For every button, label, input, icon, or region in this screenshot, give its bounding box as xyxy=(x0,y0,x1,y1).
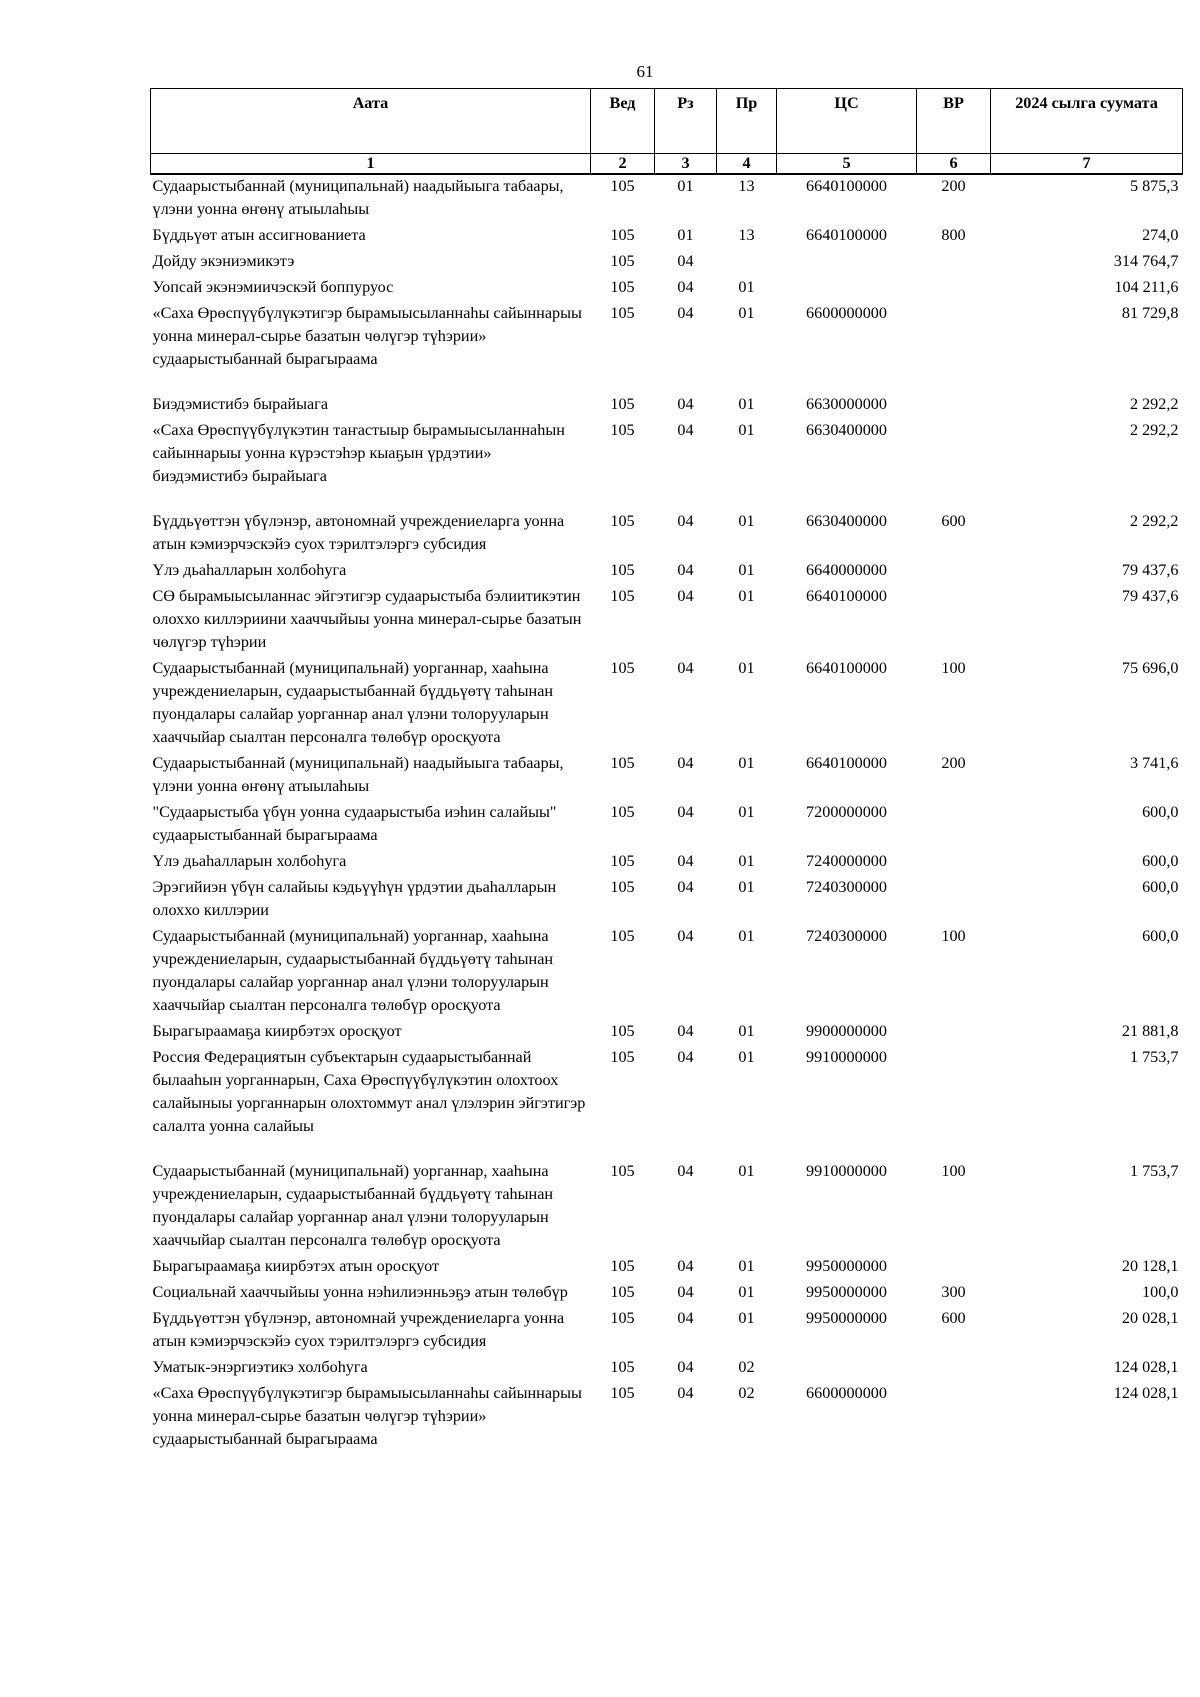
row-name-cell: "Судаарыстыба үбүн уонна судаарыстыба иэһин салайыы" судаарыстыбаннай бырагыраама xyxy=(152,803,557,845)
row-ved-cell: 105 xyxy=(610,226,635,245)
row-vr-cell xyxy=(917,1382,991,1454)
row-amount-cell: 600,0 xyxy=(1142,803,1179,822)
table-row xyxy=(151,1255,1183,1281)
table-row xyxy=(151,419,1183,510)
row-cs-cell: 6630400000 xyxy=(806,421,887,440)
row-rz-cell: 04 xyxy=(677,878,694,897)
row-pr-cell: 01 xyxy=(738,587,755,606)
row-pr-cell: 01 xyxy=(738,561,755,580)
row-amount-cell: 600,0 xyxy=(1142,927,1179,946)
row-ved-cell: 105 xyxy=(610,1048,635,1067)
column-header-cs: ЦС xyxy=(777,89,917,154)
row-cs-cell: 6600000000 xyxy=(806,304,887,323)
table-row xyxy=(151,801,1183,850)
table-row xyxy=(151,1160,1183,1255)
row-amount-cell: 20 028,1 xyxy=(1121,1309,1179,1328)
row-rz-cell: 04 xyxy=(677,927,694,946)
row-pr-cell: 01 xyxy=(738,1257,755,1276)
row-rz-cell: 04 xyxy=(677,1162,694,1181)
row-ved-cell: 105 xyxy=(610,252,635,271)
row-pr-cell: 01 xyxy=(738,659,755,678)
row-cs-cell: 9950000000 xyxy=(806,1283,887,1302)
row-name-cell: Уматык-энэргиэтикэ холбоһуга xyxy=(152,1358,368,1377)
row-pr-cell xyxy=(717,250,777,276)
column-number-row xyxy=(151,154,1183,175)
row-pr-cell: 01 xyxy=(738,803,755,822)
row-rz-cell: 01 xyxy=(677,226,694,245)
row-vr-cell: 100 xyxy=(941,927,966,946)
row-vr-cell xyxy=(917,393,991,419)
row-name-cell: Бүддьүөт атын ассигнованиета xyxy=(152,226,366,245)
row-rz-cell: 04 xyxy=(677,1283,694,1302)
row-vr-cell xyxy=(917,850,991,876)
table-row xyxy=(151,250,1183,276)
row-ved-cell: 105 xyxy=(610,1283,635,1302)
row-ved-cell: 105 xyxy=(610,587,635,606)
row-pr-cell: 01 xyxy=(738,1309,755,1328)
row-rz-cell: 04 xyxy=(677,1257,694,1276)
row-cs-cell: 7240300000 xyxy=(806,878,887,897)
row-rz-cell: 04 xyxy=(677,278,694,297)
row-rz-cell: 04 xyxy=(677,852,694,871)
row-vr-cell xyxy=(917,801,991,850)
row-amount-cell: 600,0 xyxy=(1142,852,1179,871)
table-body xyxy=(151,174,1183,1454)
row-name-cell: Бүддьүөттэн үбүлэнэр, автономнай учреждениеларга уонна атын кэмиэрчэскэйэ суох тэрилтэлэргэ субсидия xyxy=(152,1309,565,1351)
table-row xyxy=(151,1020,1183,1046)
row-vr-cell xyxy=(917,1356,991,1382)
table-row xyxy=(151,850,1183,876)
row-cs-cell: 6640100000 xyxy=(806,226,887,245)
table-row xyxy=(151,559,1183,585)
row-rz-cell: 04 xyxy=(677,754,694,773)
row-rz-cell: 04 xyxy=(677,1358,694,1377)
row-rz-cell: 04 xyxy=(677,587,694,606)
row-vr-cell: 200 xyxy=(941,177,966,196)
page-number: 61 xyxy=(636,62,654,81)
column-header-name: Аата xyxy=(151,89,591,154)
row-cs-cell: 9900000000 xyxy=(806,1022,887,1041)
row-name-cell: Россия Федерациятын субъектарын судаарыстыбаннай былааһын уорганнарын, Саха Өрөспүүбүлүкэтин олохтоох салайыныы уорганнарын олохтоммут анал үлэлэрин эйгэтигэр салалта уонна салайыы xyxy=(152,1048,586,1136)
table-row xyxy=(151,276,1183,302)
row-cs-cell: 6640100000 xyxy=(806,659,887,678)
table-row xyxy=(151,393,1183,419)
column-number: 1 xyxy=(151,154,591,175)
row-vr-cell: 600 xyxy=(941,512,966,531)
table-row xyxy=(151,585,1183,657)
row-name-cell: Дойду экэниэмикэтэ xyxy=(152,252,295,271)
header-row xyxy=(151,89,1183,154)
table-row xyxy=(151,174,1183,224)
row-name-cell: СӨ бырамыысыланнас эйгэтигэр судаарыстыба бэлиитикэтин олоххо киллэриини хааччыйыы уонна минерал-сырье базатын чөлүгэр түһэрии xyxy=(152,587,582,652)
row-name-cell: Биэдэмистибэ бырайыага xyxy=(152,395,329,414)
row-ved-cell: 105 xyxy=(610,421,635,440)
row-vr-cell xyxy=(917,1255,991,1281)
row-name-cell: Үлэ дьаһалларын холбоһуга xyxy=(152,852,347,871)
row-name-cell: «Саха Өрөспүүбүлүкэтин таҥастыыр бырамыысыланнаһын сайыннарыы уонна күрэстэһэр кыаҕын үрдэтии» биэдэмистибэ бырайыага xyxy=(152,421,565,486)
table-row xyxy=(151,1046,1183,1160)
table-header xyxy=(151,89,1183,175)
row-amount-cell: 1 753,7 xyxy=(1129,1048,1179,1067)
table-row xyxy=(151,1356,1183,1382)
row-pr-cell: 01 xyxy=(738,1048,755,1067)
row-cs-cell: 7240300000 xyxy=(806,927,887,946)
row-pr-cell: 01 xyxy=(738,304,755,323)
table-row xyxy=(151,752,1183,801)
row-name-cell: Судаарыстыбаннай (муниципальнай) наадыйыыга табаары, үлэни уонна өҥөнү атыылаһыы xyxy=(152,754,564,796)
row-pr-cell: 01 xyxy=(738,852,755,871)
row-ved-cell: 105 xyxy=(610,927,635,946)
row-cs-cell: 9950000000 xyxy=(806,1257,887,1276)
budget-table xyxy=(150,88,1183,1454)
row-rz-cell: 04 xyxy=(677,803,694,822)
row-vr-cell xyxy=(917,302,991,393)
row-amount-cell: 2 292,2 xyxy=(1129,395,1179,414)
row-cs-cell: 7240000000 xyxy=(806,852,887,871)
row-amount-cell: 600,0 xyxy=(1142,878,1179,897)
row-rz-cell: 04 xyxy=(677,1048,694,1067)
row-amount-cell: 2 292,2 xyxy=(1129,512,1179,531)
row-vr-cell xyxy=(917,419,991,510)
row-amount-cell: 100,0 xyxy=(1142,1283,1179,1302)
column-header-pr: Пр xyxy=(717,89,777,154)
row-ved-cell: 105 xyxy=(610,395,635,414)
row-vr-cell xyxy=(917,1046,991,1160)
row-amount-cell: 2 292,2 xyxy=(1129,421,1179,440)
row-amount-cell: 3 741,6 xyxy=(1129,754,1179,773)
row-name-cell: Бырагыраамаҕа киирбэтэх атын оросқуот xyxy=(152,1257,440,1276)
budget-sheet xyxy=(150,88,1182,1454)
row-amount-cell: 5 875,3 xyxy=(1129,177,1179,196)
row-name-cell: Судаарыстыбаннай (муниципальнай) уорганнар, хааһына учреждениеларын, судаарыстыбаннай бүддьүөтү таһынан пуондалары салайар уорганнар анал үлэни толорууларын хааччыйар сыалтан персоналга төлөбүр оросқуота xyxy=(152,927,554,1015)
row-amount-cell: 314 764,7 xyxy=(1113,252,1179,271)
row-cs-cell: 6640100000 xyxy=(806,754,887,773)
row-name-cell: Эрэгийиэн үбүн салайыы кэдьүүһүн үрдэтии дьаһалларын олоххо киллэрии xyxy=(152,878,557,920)
row-rz-cell: 04 xyxy=(677,512,694,531)
row-rz-cell: 01 xyxy=(677,177,694,196)
column-number: 6 xyxy=(917,154,991,175)
row-rz-cell: 04 xyxy=(677,421,694,440)
row-pr-cell: 01 xyxy=(738,1283,755,1302)
row-name-cell: Үлэ дьаһалларын холбоһуга xyxy=(152,561,347,580)
row-ved-cell: 105 xyxy=(610,1358,635,1377)
row-pr-cell: 01 xyxy=(738,927,755,946)
row-ved-cell: 105 xyxy=(610,754,635,773)
table-row xyxy=(151,1382,1183,1454)
row-vr-cell xyxy=(917,1020,991,1046)
column-header-rz: Рз xyxy=(655,89,717,154)
row-rz-cell: 04 xyxy=(677,1022,694,1041)
row-name-cell: Судаарыстыбаннай (муниципальнай) уорганнар, хааһына учреждениеларын, судаарыстыбаннай бүддьүөтү таһынан пуондалары салайар уорганнар анал үлэни толорууларын хааччыйар сыалтан персоналга төлөбүр оросқуота xyxy=(152,659,554,747)
row-vr-cell: 800 xyxy=(941,226,966,245)
row-rz-cell: 04 xyxy=(677,1309,694,1328)
row-cs-cell xyxy=(777,1356,917,1382)
row-ved-cell: 105 xyxy=(610,1309,635,1328)
row-amount-cell: 79 437,6 xyxy=(1121,587,1179,606)
row-vr-cell: 200 xyxy=(941,754,966,773)
row-ved-cell: 105 xyxy=(610,1257,635,1276)
row-cs-cell: 9950000000 xyxy=(806,1309,887,1328)
row-rz-cell: 04 xyxy=(677,395,694,414)
row-ved-cell: 105 xyxy=(610,278,635,297)
row-name-cell: «Саха Өрөспүүбүлүкэтигэр бырамыысыланнаһы сайыннарыы уонна минерал-сырье базатын чөлүгэр түһэрии» судаарыстыбаннай бырагыраама xyxy=(152,304,582,369)
row-name-cell: Уопсай экэнэмиичэскэй боппуруос xyxy=(152,278,394,297)
row-cs-cell: 9910000000 xyxy=(806,1048,887,1067)
row-pr-cell: 01 xyxy=(738,278,755,297)
row-amount-cell: 20 128,1 xyxy=(1121,1257,1179,1276)
table-row xyxy=(151,657,1183,752)
table-row xyxy=(151,224,1183,250)
column-number: 2 xyxy=(591,154,655,175)
row-vr-cell: 100 xyxy=(941,1162,966,1181)
row-vr-cell: 600 xyxy=(941,1309,966,1328)
table-row xyxy=(151,1307,1183,1356)
row-pr-cell: 01 xyxy=(738,395,755,414)
row-ved-cell: 105 xyxy=(610,512,635,531)
row-rz-cell: 04 xyxy=(677,1384,694,1403)
row-pr-cell: 01 xyxy=(738,1162,755,1181)
table-row xyxy=(151,302,1183,393)
row-ved-cell: 105 xyxy=(610,561,635,580)
row-cs-cell: 6600000000 xyxy=(806,1384,887,1403)
row-cs-cell: 7200000000 xyxy=(806,803,887,822)
row-amount-cell: 274,0 xyxy=(1142,226,1179,245)
row-name-cell: Социальнай хааччыйыы уонна нэһилиэнньэҕэ атын төлөбүр xyxy=(152,1283,568,1302)
row-ved-cell: 105 xyxy=(610,1022,635,1041)
row-amount-cell: 81 729,8 xyxy=(1121,304,1179,323)
row-cs-cell: 6640100000 xyxy=(806,587,887,606)
row-vr-cell xyxy=(917,276,991,302)
row-vr-cell: 100 xyxy=(941,659,966,678)
row-amount-cell: 21 881,8 xyxy=(1121,1022,1179,1041)
row-pr-cell: 13 xyxy=(738,226,755,245)
row-name-cell: Бүддьүөттэн үбүлэнэр, автономнай учреждениеларга уонна атын кэмиэрчэскэйэ суох тэрилтэлэргэ субсидия xyxy=(152,512,565,554)
row-ved-cell: 105 xyxy=(610,878,635,897)
row-ved-cell: 105 xyxy=(610,1162,635,1181)
row-rz-cell: 04 xyxy=(677,304,694,323)
row-amount-cell: 79 437,6 xyxy=(1121,561,1179,580)
row-rz-cell: 04 xyxy=(677,659,694,678)
table-row xyxy=(151,876,1183,925)
column-number: 7 xyxy=(991,154,1183,175)
row-amount-cell: 104 211,6 xyxy=(1114,278,1179,297)
row-name-cell: Судаарыстыбаннай (муниципальнай) наадыйыыга табаары, үлэни уонна өҥөнү атыылаһыы xyxy=(152,177,564,219)
row-name-cell: Бырагыраамаҕа киирбэтэх оросқуот xyxy=(152,1022,402,1041)
table-row xyxy=(151,1281,1183,1307)
row-vr-cell xyxy=(917,250,991,276)
row-cs-cell: 6630000000 xyxy=(806,395,887,414)
column-number: 3 xyxy=(655,154,717,175)
row-rz-cell: 04 xyxy=(677,561,694,580)
row-ved-cell: 105 xyxy=(610,852,635,871)
row-amount-cell: 75 696,0 xyxy=(1121,659,1179,678)
table-row xyxy=(151,510,1183,559)
row-pr-cell: 13 xyxy=(738,177,755,196)
column-header-ved: Вед xyxy=(591,89,655,154)
row-cs-cell: 6630400000 xyxy=(806,512,887,531)
row-cs-cell xyxy=(777,250,917,276)
row-name-cell: «Саха Өрөспүүбүлүкэтигэр бырамыысыланнаһы сайыннарыы уонна минерал-сырье базатын чөлүгэр түһэрии» судаарыстыбаннай бырагыраама xyxy=(152,1384,582,1449)
column-header-vr: ВР xyxy=(917,89,991,154)
row-ved-cell: 105 xyxy=(610,1384,635,1403)
row-amount-cell: 124 028,1 xyxy=(1113,1384,1179,1403)
row-pr-cell: 01 xyxy=(738,1022,755,1041)
row-pr-cell: 02 xyxy=(738,1358,755,1377)
row-ved-cell: 105 xyxy=(610,304,635,323)
row-vr-cell xyxy=(917,585,991,657)
row-pr-cell: 01 xyxy=(738,421,755,440)
row-ved-cell: 105 xyxy=(610,177,635,196)
column-number: 4 xyxy=(717,154,777,175)
row-amount-cell: 1 753,7 xyxy=(1129,1162,1179,1181)
row-vr-cell: 300 xyxy=(941,1283,966,1302)
row-pr-cell: 02 xyxy=(738,1384,755,1403)
row-amount-cell: 124 028,1 xyxy=(1113,1358,1179,1377)
column-header-amount: 2024 сылга суумата xyxy=(991,89,1183,154)
row-cs-cell: 6640100000 xyxy=(806,177,887,196)
row-ved-cell: 105 xyxy=(610,659,635,678)
row-ved-cell: 105 xyxy=(610,803,635,822)
row-vr-cell xyxy=(917,876,991,925)
row-rz-cell: 04 xyxy=(677,252,694,271)
row-vr-cell xyxy=(917,559,991,585)
table-row xyxy=(151,925,1183,1020)
row-cs-cell: 6640000000 xyxy=(806,561,887,580)
row-pr-cell: 01 xyxy=(738,754,755,773)
row-pr-cell: 01 xyxy=(738,878,755,897)
row-name-cell: Судаарыстыбаннай (муниципальнай) уорганнар, хааһына учреждениеларын, судаарыстыбаннай бүддьүөтү таһынан пуондалары салайар уорганнар анал үлэни толорууларын хааччыйар сыалтан персоналга төлөбүр оросқуота xyxy=(152,1162,554,1250)
row-cs-cell xyxy=(777,276,917,302)
column-number: 5 xyxy=(777,154,917,175)
row-pr-cell: 01 xyxy=(738,512,755,531)
row-cs-cell: 9910000000 xyxy=(806,1162,887,1181)
